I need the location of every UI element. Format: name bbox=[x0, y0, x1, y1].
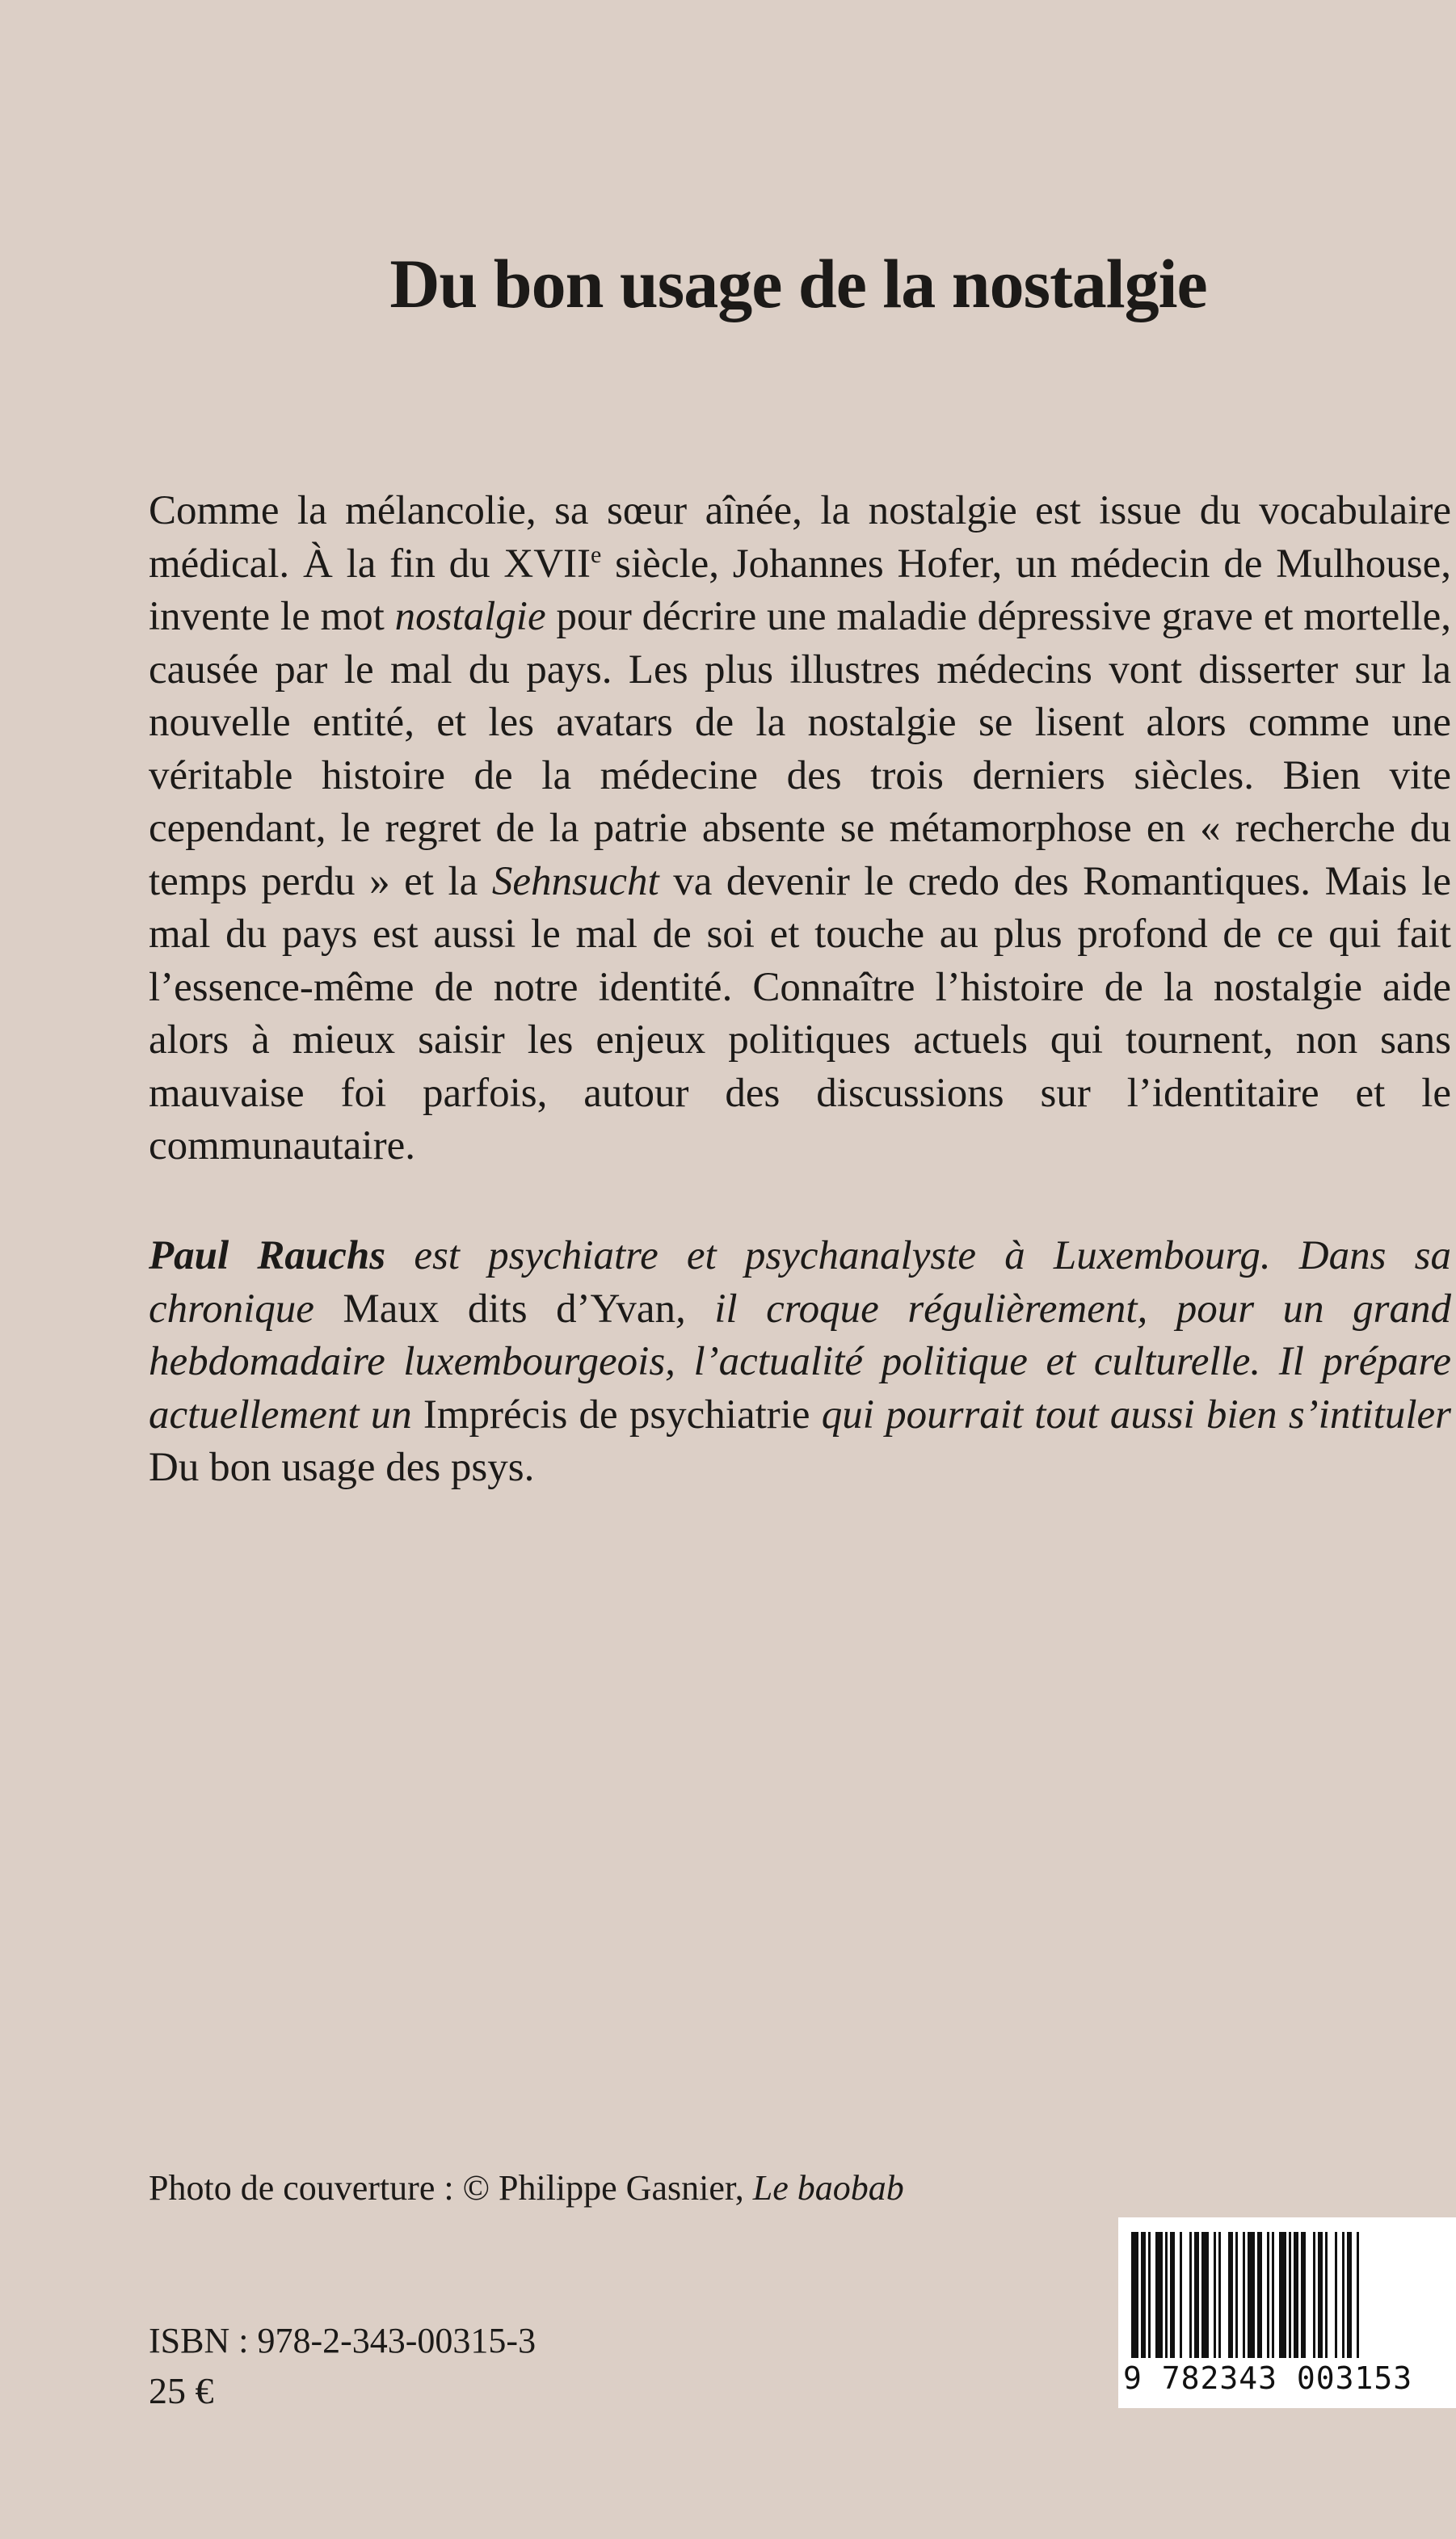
barcode-bar bbox=[1347, 2232, 1352, 2358]
barcode-bar bbox=[1214, 2232, 1216, 2358]
term-nostalgie: nostalgie bbox=[394, 594, 546, 639]
barcode-bar bbox=[1313, 2232, 1315, 2358]
author-name: Paul Rauchs bbox=[149, 1233, 386, 1278]
cover-credit-work: Le baobab bbox=[752, 2168, 904, 2208]
barcode-bar bbox=[1194, 2232, 1199, 2358]
cover-credit-label: Photo de couverture : © Philippe Gasnier, bbox=[149, 2168, 753, 2208]
author-bio-text: , il croque régulièrement, pour un grand hebdomadaire luxembourgeois, l’actualité politique et culturelle. Il prépare actuellement un bbox=[149, 1286, 1451, 1438]
barcode-bar bbox=[1248, 2232, 1255, 2358]
book-summary bbox=[149, 485, 1451, 1173]
barcode-bar bbox=[1131, 2232, 1138, 2358]
barcode-bars bbox=[1131, 2232, 1446, 2358]
summary-text: va devenir le credo des Romantiques. Mais le mal du pays est aussi le mal de soi et touche au plus profond de ce qui fait l’essence-même de notre identité. Connaître l’histoire de la nostalgie aide alors à mieux saisir les enjeux politiques actuels qui tournent, non sans mauvaise foi parfois, autour des discussions sur l’identitaire et le communautaire. bbox=[149, 858, 1451, 1168]
barcode-bar bbox=[1228, 2232, 1233, 2358]
barcode-bar bbox=[1218, 2232, 1221, 2358]
barcode-bar bbox=[1325, 2232, 1328, 2358]
book-title: Du bon usage de la nostalgie bbox=[389, 245, 1207, 322]
term-sehnsucht: Sehnsucht bbox=[491, 858, 659, 904]
author-bio-text: . bbox=[524, 1445, 535, 1490]
cover-credit bbox=[149, 2164, 904, 2213]
barcode-bar bbox=[1335, 2232, 1337, 2358]
barcode-bar bbox=[1235, 2232, 1238, 2358]
barcode-bar bbox=[1180, 2232, 1182, 2358]
alt-title: Du bon usage des psys bbox=[149, 1445, 524, 1490]
barcode-bar bbox=[1257, 2232, 1262, 2358]
barcode-digits: 9 782343 003153 bbox=[1123, 2360, 1413, 2396]
price: 25 € bbox=[149, 2370, 214, 2411]
summary-text: Comme la mélancolie, sa sœur aînée, la nostalgie est issue du vocabulaire médical. À la fin du XVII bbox=[149, 488, 1451, 587]
barcode-bar bbox=[1301, 2232, 1306, 2358]
isbn: ISBN : 978-2-343-00315-3 bbox=[149, 2321, 537, 2360]
summary-text: siècle, Johannes Hofer, un médecin de Mulhouse, invente le mot bbox=[149, 541, 1451, 639]
barcode-bar bbox=[1279, 2232, 1286, 2358]
author-bio-text: est psychiatre et psychanalyste à Luxembourg. Dans sa chronique bbox=[149, 1233, 1451, 1332]
column-title: Maux dits d’Yvan bbox=[343, 1286, 675, 1332]
barcode-bar bbox=[1141, 2232, 1146, 2358]
barcode-bar bbox=[1318, 2232, 1323, 2358]
barcode-bar bbox=[1201, 2232, 1209, 2358]
barcode-bar bbox=[1155, 2232, 1163, 2358]
barcode-bar bbox=[1148, 2232, 1151, 2358]
barcode-bar bbox=[1342, 2232, 1344, 2358]
barcode-bar bbox=[1294, 2232, 1298, 2358]
barcode-bar bbox=[1267, 2232, 1269, 2358]
barcode-bar bbox=[1243, 2232, 1245, 2358]
barcode bbox=[1118, 2217, 1456, 2408]
barcode-bar bbox=[1189, 2232, 1192, 2358]
barcode-bar bbox=[1289, 2232, 1291, 2358]
summary-text: pour décrire une maladie dépressive grave et mortelle, causée par le mal du pays. Les plus illustres médecins vont disserter sur la nouvelle entité, et les avatars de la nostalgie se lisent alors comme une véritable histoire de la médecine des trois derniers siècles. Bien vite cependant, le regret de la patrie absente se métamorphose en « recherche du temps perdu » et la bbox=[149, 594, 1451, 904]
century-superscript: e bbox=[591, 541, 602, 568]
author-bio-text: qui pourrait tout aussi bien s’intituler bbox=[810, 1392, 1452, 1438]
barcode-bar bbox=[1170, 2232, 1175, 2358]
barcode-bar bbox=[1272, 2232, 1274, 2358]
barcode-bar bbox=[1357, 2232, 1359, 2358]
author-bio bbox=[149, 1230, 1451, 1495]
book-in-progress: Imprécis de psychiatrie bbox=[423, 1392, 810, 1438]
barcode-bar bbox=[1165, 2232, 1168, 2358]
